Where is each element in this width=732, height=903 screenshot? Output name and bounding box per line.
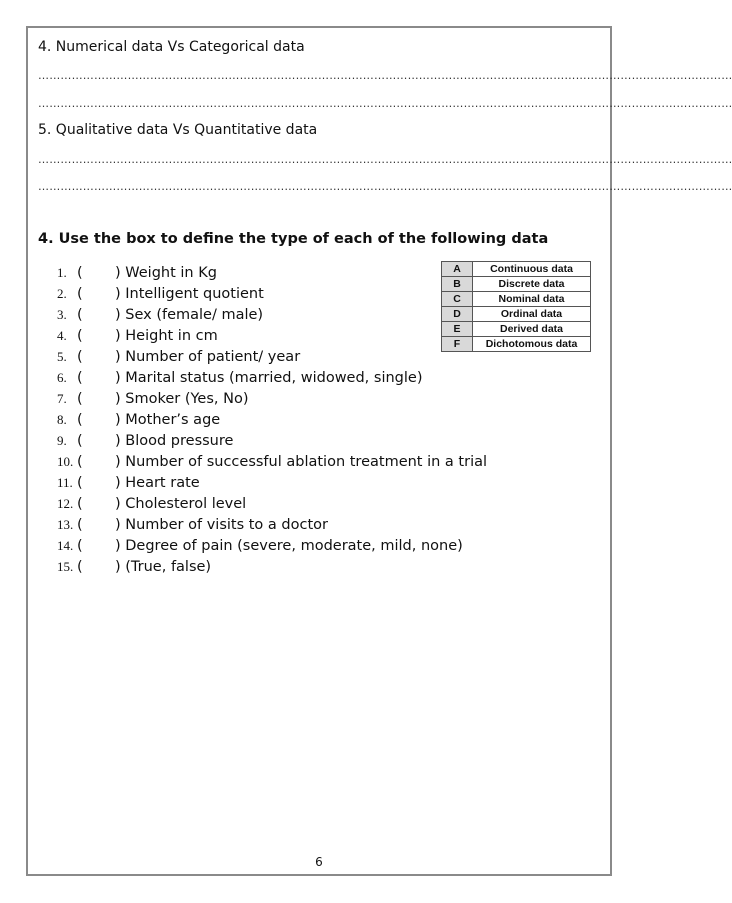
answer-blank: ( [77, 370, 83, 386]
item-text: ) Sex (female/ male) [115, 307, 264, 323]
list-item [57, 325, 487, 346]
item-number: 6. [57, 370, 67, 385]
item-text: ) (True, false) [115, 559, 212, 575]
legend-row [442, 322, 591, 337]
answer-blank: ( [77, 538, 83, 554]
item-text: ) Cholesterol level [115, 496, 247, 512]
item-number: 4. [57, 328, 67, 343]
item-text: ) Degree of pain (severe, moderate, mild, none) [115, 538, 463, 554]
question-list [57, 262, 487, 577]
list-item [57, 472, 487, 493]
section-heading: 4. Use the box to define the type of each of the following data [38, 231, 549, 247]
legend-value: Dichotomous data [473, 337, 591, 352]
item-number: 5. [57, 349, 67, 364]
answer-line: …………………………………………………………………………………………………………………………………………………………………… [38, 180, 732, 193]
item-text: ) Smoker (Yes, No) [115, 391, 249, 407]
item-text: ) Height in cm [115, 328, 218, 344]
answer-blank: ( [77, 286, 83, 302]
legend-row [442, 337, 591, 352]
legend-key: D [442, 307, 473, 322]
legend-key: C [442, 292, 473, 307]
legend-key: E [442, 322, 473, 337]
list-item [57, 388, 487, 409]
legend-row [442, 262, 591, 277]
item-text: ) Blood pressure [115, 433, 234, 449]
item-number: 13. [57, 517, 74, 532]
answer-blank: ( [77, 328, 83, 344]
item-number: 1. [57, 265, 67, 280]
legend-key: A [442, 262, 473, 277]
list-item [57, 514, 487, 535]
answer-line: …………………………………………………………………………………………………………………………………………………………………… [38, 153, 732, 166]
comparison-question-4: 4. Numerical data Vs Categorical data [38, 39, 305, 55]
item-text: ) Marital status (married, widowed, single) [115, 370, 423, 386]
comparison-question-5: 5. Qualitative data Vs Quantitative data [38, 122, 318, 138]
answer-blank: ( [77, 517, 83, 533]
legend-table [441, 261, 591, 352]
answer-blank: ( [77, 412, 83, 428]
answer-blank: ( [77, 349, 83, 365]
item-text: ) Number of successful ablation treatment in a trial [115, 454, 488, 470]
answer-blank: ( [77, 391, 83, 407]
legend-value: Nominal data [473, 292, 591, 307]
item-number: 12. [57, 496, 74, 511]
list-item [57, 493, 487, 514]
answer-line: …………………………………………………………………………………………………………………………………………………………………… [38, 69, 732, 82]
item-number: 7. [57, 391, 67, 406]
list-item [57, 409, 487, 430]
list-item [57, 367, 487, 388]
legend-value: Derived data [473, 322, 591, 337]
item-text: ) Number of visits to a doctor [115, 517, 328, 533]
legend-value: Ordinal data [473, 307, 591, 322]
list-item [57, 430, 487, 451]
list-item [57, 304, 487, 325]
item-text: ) Heart rate [115, 475, 200, 491]
answer-blank: ( [77, 475, 83, 491]
answer-blank: ( [77, 307, 83, 323]
item-text: ) Number of patient/ year [115, 349, 301, 365]
legend-value: Discrete data [473, 277, 591, 292]
answer-blank: ( [77, 265, 83, 281]
answer-blank: ( [77, 559, 83, 575]
legend-row [442, 292, 591, 307]
list-item [57, 346, 487, 367]
legend-value: Continuous data [473, 262, 591, 277]
item-text: ) Weight in Kg [115, 265, 217, 281]
answer-blank: ( [77, 454, 83, 470]
list-item [57, 451, 487, 472]
list-item [57, 535, 487, 556]
legend-key: F [442, 337, 473, 352]
item-number: 8. [57, 412, 67, 427]
list-item [57, 556, 487, 577]
legend-key: B [442, 277, 473, 292]
item-number: 11. [57, 475, 73, 490]
item-number: 3. [57, 307, 67, 322]
answer-line: …………………………………………………………………………………………………………………………………………………………………… [38, 97, 732, 110]
item-number: 2. [57, 286, 67, 301]
item-number: 15. [57, 559, 74, 574]
legend-row [442, 277, 591, 292]
list-item [57, 283, 487, 304]
item-number: 9. [57, 433, 67, 448]
list-item [57, 262, 487, 283]
legend-row [442, 307, 591, 322]
answer-blank: ( [77, 433, 83, 449]
answer-blank: ( [77, 496, 83, 512]
item-number: 14. [57, 538, 74, 553]
item-number: 10. [57, 454, 74, 469]
page-number: 6 [315, 855, 323, 869]
item-text: ) Mother’s age [115, 412, 221, 428]
item-text: ) Intelligent quotient [115, 286, 264, 302]
